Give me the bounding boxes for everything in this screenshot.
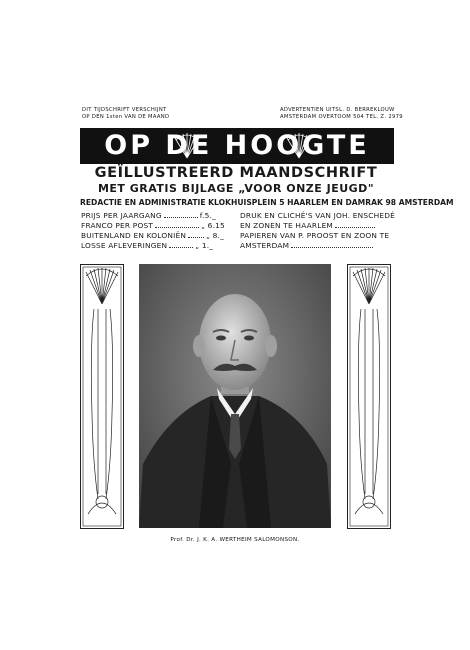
subtitle-line1: GEÏLLUSTREERD MAANDSCHRIFT <box>94 165 378 181</box>
price-row <box>81 211 216 220</box>
dot-leader <box>169 242 193 248</box>
dot-leader <box>188 232 204 238</box>
printer-line <box>240 241 375 250</box>
price-row <box>81 221 225 230</box>
printer-line-text: AMSTERDAM <box>240 241 290 250</box>
price-value: f.5._ <box>199 211 216 220</box>
dot-leader <box>335 222 375 228</box>
price-label: BUITENLAND EN KOLONIËN <box>81 231 187 240</box>
dot-leader <box>164 212 198 218</box>
price-row <box>81 241 213 250</box>
fan-ornament-icon <box>285 132 313 160</box>
subtitle-line2: MET GRATIS BIJLAGE „VOOR ONZE JEUGD" <box>97 182 375 195</box>
portrait-caption: Prof. Dr. J. K. A. WERTHEIM SALOMONSON. <box>170 537 300 543</box>
printer-line-text: EN ZONEN TE HAARLEM <box>240 221 334 230</box>
publication-notice-line1: DIT TIJDSCHRIFT VERSCHIJNT <box>82 107 167 113</box>
masthead-banner <box>80 128 394 164</box>
advertising-notice <box>280 107 403 121</box>
dot-leader <box>291 242 373 248</box>
price-label: LOSSE AFLEVERINGEN <box>81 241 168 250</box>
portrait-photo <box>139 264 331 528</box>
price-label: FRANCO PER POST <box>81 221 154 230</box>
publication-notice <box>82 107 169 121</box>
editorial-address: REDACTIE EN ADMINISTRATIE KLOKHUISPLEIN 5 HAARLEM EN DAMRAK 98 AMSTERDAM <box>80 198 454 207</box>
printer-line: PAPIEREN VAN P. PROOST EN ZOON TE <box>240 231 390 240</box>
art-nouveau-right-panel <box>347 264 391 529</box>
printer-line: DRUK EN CLICHÉ'S VAN JOH. ENSCHEDÉ <box>240 211 395 220</box>
advertising-notice-line2: AMSTERDAM OVERTOOM 504 TEL. Z. 2979 <box>280 114 403 120</box>
dot-leader <box>155 222 199 228</box>
publication-notice-line2: OP DEN 1sten VAN DE MAAND <box>82 114 170 120</box>
price-value: „ 1._ <box>195 241 214 250</box>
masthead-title: OP DE HOOGTE <box>104 130 370 161</box>
price-row <box>81 231 224 240</box>
fan-ornament-icon <box>173 132 201 160</box>
price-label: PRIJS PER JAARGANG <box>81 211 162 220</box>
advertising-notice-line1: ADVERTENTIEN UITSL. D. BERREKLOUW <box>280 107 395 113</box>
art-nouveau-left-panel <box>80 264 124 529</box>
printer-line <box>240 221 377 230</box>
price-value: „ 8._ <box>206 231 225 240</box>
price-value: „ 6.15 <box>201 221 225 230</box>
